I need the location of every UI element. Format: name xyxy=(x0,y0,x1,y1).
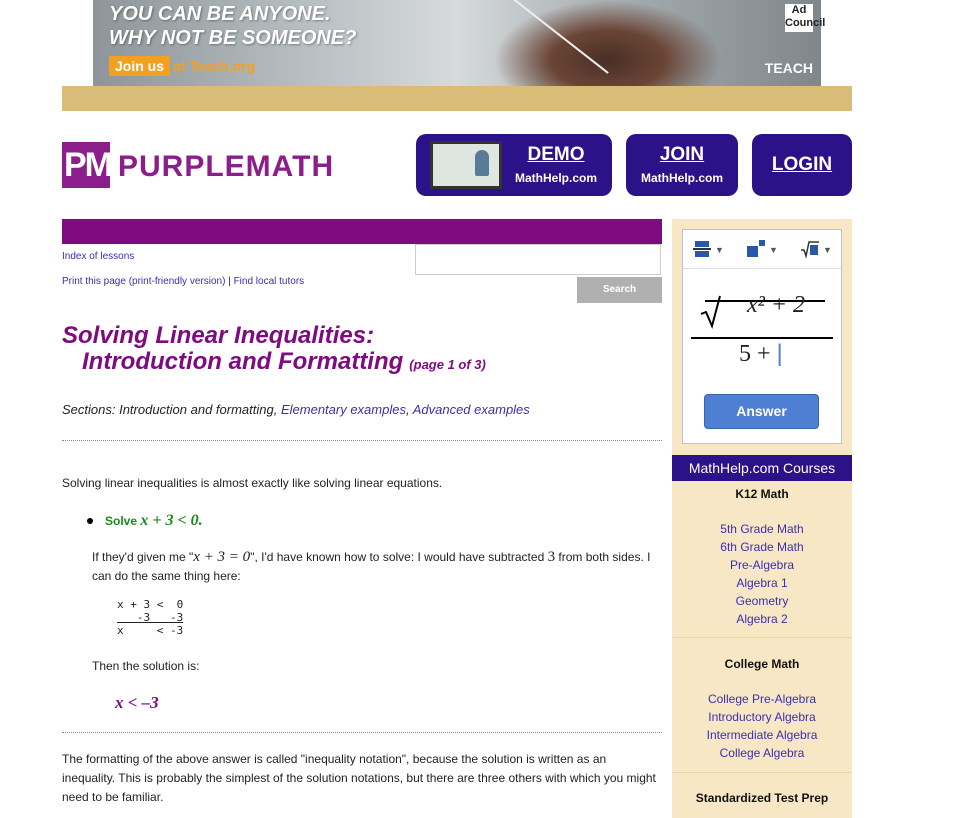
course-link-introductory-algebra[interactable]: Introductory Algebra xyxy=(708,710,816,724)
courses-header: MathHelp.com Courses xyxy=(672,455,852,481)
college-math-heading: College Math xyxy=(724,657,800,671)
sidebar-divider xyxy=(672,772,852,773)
dotted-divider xyxy=(62,440,662,441)
header-divider-bar xyxy=(62,86,852,111)
worked-solution xyxy=(117,598,183,637)
print-page-link[interactable]: Print this page (print-friendly version) xyxy=(62,276,226,287)
fraction-icon xyxy=(693,240,711,258)
demo-video-thumbnail xyxy=(430,141,502,189)
inline-number: 3 xyxy=(547,549,556,565)
course-link-6th-grade[interactable]: 6th Grade Math xyxy=(720,540,804,554)
join-button-title: JOIN xyxy=(659,144,705,165)
chevron-down-icon: ▼ xyxy=(769,245,778,255)
course-link-algebra-1[interactable]: Algebra 1 xyxy=(736,576,788,590)
notation-paragraph: The formatting of the above answer is called "inequality notation", because the solution is written as an inequality. This is probably the simplest of the solution notations, but there are three others with which you might need to be familiar. xyxy=(62,752,656,804)
answer-button[interactable]: Answer xyxy=(704,394,819,429)
content-top-bar xyxy=(62,219,662,244)
solution-answer: x < –3 xyxy=(115,693,159,712)
example-equation: x + 3 < 0. xyxy=(140,512,203,529)
index-of-lessons-link[interactable]: Index of lessons xyxy=(62,251,135,262)
explanation-paragraph: If they'd given me "x + 3 = 0", I'd have known how to solve: I would have subtracted 3 from both sides. I can do the same thing here: xyxy=(92,549,651,583)
course-link-5th-grade[interactable]: 5th Grade Math xyxy=(720,522,804,536)
intro-paragraph: Solving linear inequalities is almost exactly like solving linear equations. xyxy=(62,476,443,490)
sections-nav: Sections: Introduction and formatting, Elementary examples, Advanced examples xyxy=(62,402,530,417)
widget-denominator[interactable]: 5 + | xyxy=(739,340,783,367)
widget-toolbar xyxy=(683,230,841,269)
course-link-geometry[interactable]: Geometry xyxy=(735,594,789,608)
ad-headline-line1: YOU CAN BE ANYONE. xyxy=(109,3,331,25)
example-prompt: Solve x + 3 < 0. xyxy=(105,512,203,529)
login-button[interactable] xyxy=(752,134,852,196)
square-root-icon xyxy=(801,240,819,258)
solution-lead-in: Then the solution is: xyxy=(92,659,200,673)
fraction-tool[interactable] xyxy=(693,240,727,258)
work-line: -3 -3 xyxy=(117,611,184,624)
dotted-divider xyxy=(62,732,662,733)
course-link-algebra-2[interactable]: Algebra 2 xyxy=(736,612,788,626)
course-link-college-pre-algebra[interactable]: College Pre-Algebra xyxy=(707,692,817,706)
search-input[interactable] xyxy=(415,244,661,275)
ad-site-text: at Teach.org xyxy=(173,58,256,74)
chevron-down-icon: ▼ xyxy=(715,245,724,255)
test-prep-heading: Standardized Test Prep xyxy=(695,791,829,805)
sidebar-divider xyxy=(672,637,852,638)
demo-button-title: DEMO xyxy=(527,144,585,165)
find-tutors-link[interactable]: Find local tutors xyxy=(233,276,305,287)
page-indicator: (page 1 of 3) xyxy=(409,357,486,372)
join-button[interactable] xyxy=(626,134,738,196)
logo-wordmark: PURPLEMATH xyxy=(118,150,335,183)
ad-headline xyxy=(109,2,356,50)
logo-mark: PM xyxy=(62,142,110,188)
text-cursor: | xyxy=(776,340,783,367)
work-line: x + 3 < 0 xyxy=(117,598,184,611)
work-line: x < -3 xyxy=(117,624,184,637)
bullet-point xyxy=(87,518,93,524)
login-button-title: LOGIN xyxy=(771,154,833,175)
section-link-advanced[interactable]: Advanced examples xyxy=(412,402,530,417)
search-button[interactable]: Search xyxy=(577,277,662,303)
ad-join-button[interactable]: Join us xyxy=(109,56,170,76)
inline-equation: x + 3 = 0 xyxy=(193,549,251,565)
ad-headline-line2: WHY NOT BE SOMEONE? xyxy=(109,27,357,49)
course-link-college-algebra[interactable]: College Algebra xyxy=(719,746,805,760)
course-link-intermediate-algebra[interactable]: Intermediate Algebra xyxy=(706,728,818,742)
course-link-pre-algebra[interactable]: Pre-Algebra xyxy=(729,558,795,572)
demo-button-site: MathHelp.com xyxy=(514,171,597,185)
ad-council-logo: Ad Council xyxy=(785,4,813,32)
chevron-down-icon: ▼ xyxy=(823,245,832,255)
fraction-bar xyxy=(691,337,833,339)
page-title-line1: Solving Linear Inequalities: xyxy=(62,322,375,349)
page-title-line2: Introduction and Formatting (page 1 of 3) xyxy=(82,348,486,375)
purplemath-logo[interactable] xyxy=(62,142,352,190)
widget-numerator: x² + 2 xyxy=(747,292,806,318)
root-tool[interactable] xyxy=(801,240,835,258)
section-link-elementary[interactable]: Elementary examples xyxy=(280,402,406,417)
link-separator: | xyxy=(225,276,234,287)
teach-logo: TEACH xyxy=(764,60,813,76)
utility-links xyxy=(62,276,304,287)
exponent-icon xyxy=(747,240,765,258)
banner-ad[interactable] xyxy=(93,0,826,86)
demo-button[interactable] xyxy=(416,134,612,196)
join-button-site: MathHelp.com xyxy=(640,171,723,185)
k12-math-heading: K12 Math xyxy=(735,487,789,501)
exponent-tool[interactable] xyxy=(747,240,781,258)
